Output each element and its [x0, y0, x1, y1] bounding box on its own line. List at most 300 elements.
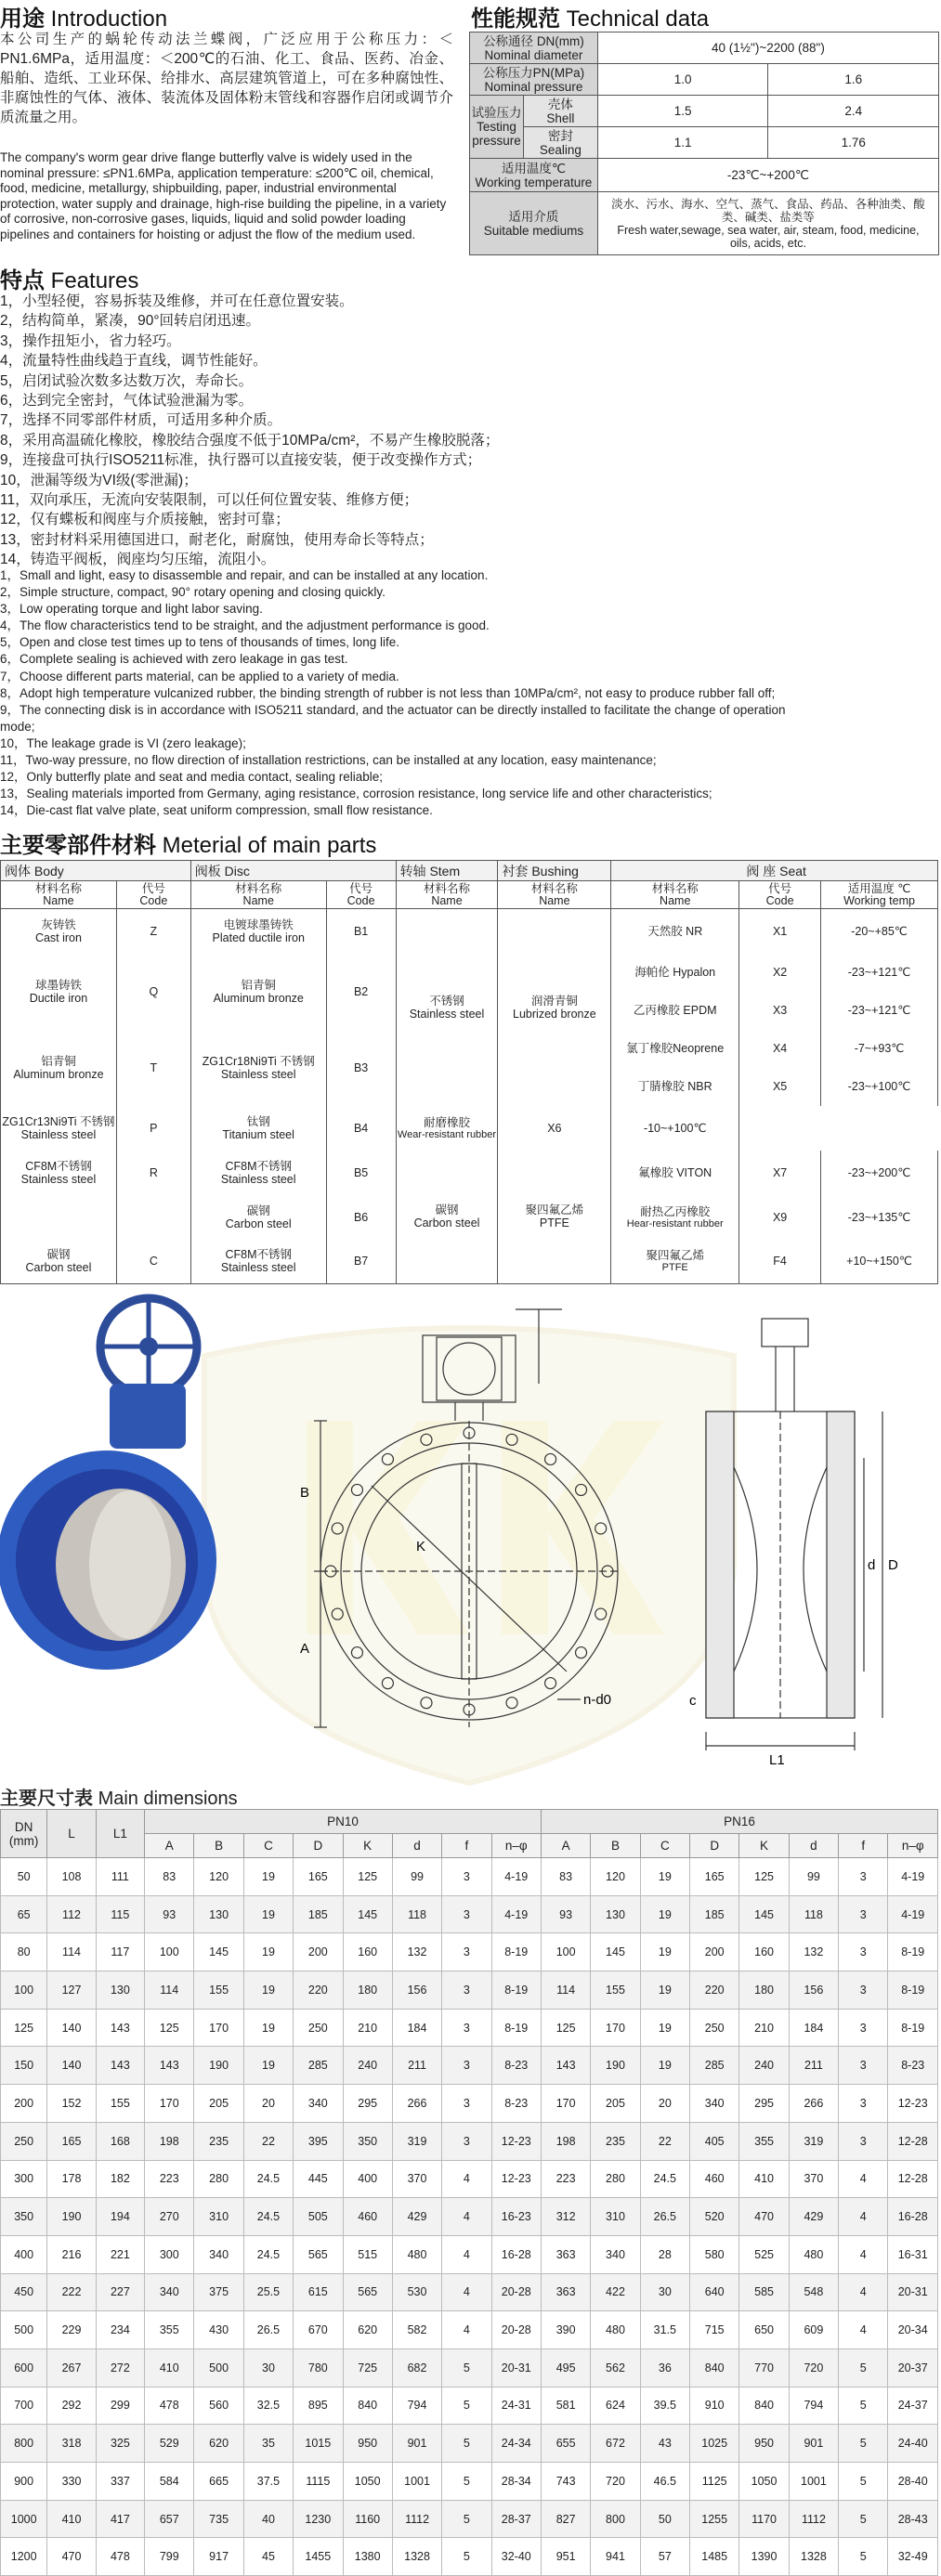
dim-cell: 4-19: [888, 1895, 938, 1933]
dim-row: [1, 1858, 938, 1896]
dim-cell: 12-28: [888, 2122, 938, 2160]
seat-material-name: 氟橡胶 VITON: [611, 1151, 739, 1195]
dim-cell: 205: [591, 2085, 640, 2123]
feature-item-cn: 10，泄漏等级为VI级(零泄漏)；: [0, 472, 198, 488]
feature-item-en: 14，Die-cast flat valve plate, seat uniform compression, small flow resistance.: [0, 803, 433, 818]
dim-cell: 565: [343, 2273, 392, 2311]
dim-cell: 340: [194, 2235, 243, 2273]
dim-cell: 500: [1, 2311, 47, 2349]
seat-material-code: X6: [498, 1106, 611, 1151]
seat-working-temp: -23~+135℃: [821, 1195, 938, 1240]
feature-item-cn: 9，连接盘可执行ISO5211标准，执行器可以直接安装，便于改变操作方式；: [0, 452, 482, 469]
dim-cell: 12-23: [491, 2160, 541, 2198]
features-cn-list: [0, 292, 499, 570]
dim-cell: 20-34: [888, 2311, 938, 2349]
dim-cell: 152: [47, 2085, 96, 2123]
dim-cell: 363: [541, 2273, 590, 2311]
dim-cell: 3: [442, 1971, 491, 2010]
dim-row: [1, 2500, 938, 2538]
dim-cell: 200: [690, 1933, 739, 1971]
disc-material-name: 碳钢 Carbon steel: [190, 1195, 326, 1240]
feature-item-en: 6，Complete sealing is achieved with zero leakage in gas test.: [0, 652, 348, 667]
dim-cell: 211: [789, 2047, 838, 2085]
dim-cell: 917: [194, 2538, 243, 2576]
dim-cell: 222: [47, 2273, 96, 2311]
dim-cell: 1255: [690, 2500, 739, 2538]
perf-title: 性能规范 Technical data: [471, 7, 710, 32]
dim-cell: 4: [839, 2273, 888, 2311]
dim-cell: 20: [640, 2085, 689, 2123]
dim-cell: 118: [392, 1895, 441, 1933]
dim-label-a: A: [300, 1641, 310, 1657]
dim-col-header: K: [343, 1834, 392, 1858]
dim-cell: 250: [294, 2009, 343, 2047]
seat-material-name: 耐热乙丙橡胶 Hear-resistant rubber: [611, 1195, 739, 1240]
dim-cell: 1125: [690, 2463, 739, 2501]
dim-cell: 234: [96, 2311, 144, 2349]
dim-cell: 211: [392, 2047, 441, 2085]
dim-row: [1, 2311, 938, 2349]
dim-cell: 300: [1, 2160, 47, 2198]
disc-material-name: ZG1Cr18Ni9Ti 不锈钢 Stainless steel: [190, 1030, 326, 1106]
seat-working-temp: -23~+100℃: [821, 1068, 938, 1106]
dim-cell: 26.5: [640, 2198, 689, 2236]
seat-working-temp: -23~+121℃: [821, 992, 938, 1030]
dim-cell: 180: [739, 1971, 789, 2010]
dim-cell: 112: [47, 1895, 96, 1933]
dim-cell: 720: [789, 2348, 838, 2387]
body-material-name: CF8M不锈钢 Stainless steel: [1, 1151, 117, 1195]
feature-item-en: 1，Small and light, easy to disassemble and repair, and can be installed at any location.: [0, 568, 489, 582]
dim-cell: 3: [442, 2085, 491, 2123]
valve-illustration: [0, 1281, 941, 1783]
feature-item-cn: 3，操作扭矩小，省力轻巧。: [0, 332, 181, 349]
dim-cell: 417: [96, 2500, 144, 2538]
dim-cell: 5: [839, 2348, 888, 2387]
dim-cell: 130: [96, 1971, 144, 2010]
body-material-code: Q: [116, 954, 190, 1030]
dim-cell: 266: [392, 2085, 441, 2123]
dim-cell: 950: [343, 2425, 392, 2463]
seat-working-temp: -20~+85℃: [821, 909, 938, 954]
dim-cell: 609: [789, 2311, 838, 2349]
dim-cell: 395: [294, 2122, 343, 2160]
dim-row: [1, 2273, 938, 2311]
dim-cell: 24.5: [243, 2160, 293, 2198]
dim-cell: 200: [1, 2085, 47, 2123]
dim-cell: 24-31: [491, 2387, 541, 2425]
dim-cell: 1050: [343, 2463, 392, 2501]
dim-col-header: d: [789, 1834, 838, 1858]
dim-col-header: K: [739, 1834, 789, 1858]
disc-material-name: CF8M不锈钢 Stainless steel: [190, 1151, 326, 1195]
feature-item-cn: 7，选择不同零部件材质，可适用多种介质。: [0, 412, 282, 429]
seat-material-name: 天然胶 NR: [611, 909, 739, 954]
dim-cell: 8-19: [491, 1971, 541, 2010]
dim-cell: 951: [541, 2538, 590, 2576]
dim-cell: 445: [294, 2160, 343, 2198]
dim-cell: 3: [839, 1933, 888, 1971]
dim-cell: 125: [343, 1858, 392, 1896]
dim-cell: 272: [96, 2348, 144, 2387]
seat-working-temp: -10~+100℃: [611, 1106, 739, 1151]
dim-cell: 548: [789, 2273, 838, 2311]
dim-col-header: D: [294, 1834, 343, 1858]
dim-cell: 505: [294, 2198, 343, 2236]
dim-cell: 83: [541, 1858, 590, 1896]
dim-cell: 620: [194, 2425, 243, 2463]
dim-cell: 65: [1, 1895, 47, 1933]
dim-cell: 5: [442, 2387, 491, 2425]
dim-cell: 299: [96, 2387, 144, 2425]
dim-cell: 24-40: [888, 2425, 938, 2463]
seat-material-name: 乙丙橡胶 EPDM: [611, 992, 739, 1030]
dim-cell: 155: [96, 2085, 144, 2123]
dim-cell: 267: [47, 2348, 96, 2387]
dim-cell: 130: [591, 1895, 640, 1933]
dim-cell: 4: [442, 2160, 491, 2198]
feature-item-cn: 8，采用高温硫化橡胶，橡胶结合强度不低于10MPa/cm²，不易产生橡胶脱落；: [0, 432, 500, 449]
dim-cell: 125: [145, 2009, 194, 2047]
feature-item-en: 4，The flow characteristics tend to be straight, and the adjustment performance is good.: [0, 618, 490, 633]
dim-cell: 24.5: [243, 2198, 293, 2236]
dim-cell: 525: [739, 2235, 789, 2273]
feature-item-en: 11，Two-way pressure, no flow direction of installation restrictions, can be installed at any location, easy maintenance;: [0, 753, 657, 768]
dim-cell: 5: [442, 2500, 491, 2538]
material-row: [1, 1151, 938, 1195]
dim-row: [1, 1895, 938, 1933]
feature-item-cn: 11，双向承压，无流向安装限制，可以任何位置安装、维修方便；: [0, 492, 419, 509]
dim-cell: 657: [145, 2500, 194, 2538]
dim-cell: 168: [96, 2122, 144, 2160]
dim-cell: 220: [690, 1971, 739, 2010]
dim-cell: 99: [392, 1858, 441, 1896]
dim-row: [1, 2198, 938, 2236]
dim-cell: 143: [96, 2047, 144, 2085]
dim-cell: 19: [243, 1858, 293, 1896]
dim-cell: 600: [1, 2348, 47, 2387]
dim-cell: 19: [640, 2009, 689, 2047]
dim-cell: 318: [47, 2425, 96, 2463]
dim-cell: 19: [640, 1858, 689, 1896]
dim-cell: 8-19: [888, 1971, 938, 2010]
feature-item-cn: 13，密封材料采用德国进口，耐老化，耐腐蚀，使用寿命长等特点；: [0, 531, 434, 548]
dim-cell: 19: [640, 1971, 689, 2010]
dim-cell: 1001: [789, 2463, 838, 2501]
dim-row: [1, 2348, 938, 2387]
dim-cell: 584: [145, 2463, 194, 2501]
dim-label-k: K: [416, 1539, 426, 1555]
dim-cell: 280: [194, 2160, 243, 2198]
dim-cell: 132: [789, 1933, 838, 1971]
dim-cell: 145: [194, 1933, 243, 1971]
dim-cell: 240: [739, 2047, 789, 2085]
dim-label-c: c: [689, 1693, 697, 1709]
dim-cell: 4: [839, 2198, 888, 2236]
dim-cell: 470: [739, 2198, 789, 2236]
dim-cell: 150: [1, 2047, 47, 2085]
dim-cell: 16-28: [491, 2235, 541, 2273]
dim-cell: 20-37: [888, 2348, 938, 2387]
dim-row: [1, 2538, 938, 2576]
dim-cell: 8-19: [491, 2009, 541, 2047]
dim-cell: 370: [789, 2160, 838, 2198]
dim-cell: 375: [194, 2273, 243, 2311]
dim-cell: 31.5: [640, 2311, 689, 2349]
disc-material-code: B3: [326, 1030, 396, 1106]
dim-cell: 145: [343, 1895, 392, 1933]
dim-cell: 410: [739, 2160, 789, 2198]
dim-label-d-upper: D: [888, 1557, 898, 1573]
dim-cell: 800: [591, 2500, 640, 2538]
feature-item-en: 8，Adopt high temperature vulcanized rubber, the binding strength of rubber is not less than 10MPa/cm², not easy to produce rubber fall off;: [0, 685, 776, 700]
dim-cell: 319: [789, 2122, 838, 2160]
dim-cell: 250: [1, 2122, 47, 2160]
dim-cell: 270: [145, 2198, 194, 2236]
dim-cell: 205: [194, 2085, 243, 2123]
dim-cell: 478: [145, 2387, 194, 2425]
dim-cell: 665: [194, 2463, 243, 2501]
dim-cell: 624: [591, 2387, 640, 2425]
dim-cell: 20-28: [491, 2273, 541, 2311]
dim-cell: 227: [96, 2273, 144, 2311]
dim-cell: 24.5: [243, 2235, 293, 2273]
dim-cell: 325: [96, 2425, 144, 2463]
dim-cell: 295: [739, 2085, 789, 2123]
dim-cell: 178: [47, 2160, 96, 2198]
dim-col-header: d: [392, 1834, 441, 1858]
dim-cell: 19: [640, 1933, 689, 1971]
dim-cell: 1025: [690, 2425, 739, 2463]
dim-cell: 24-37: [888, 2387, 938, 2425]
disc-material-name: CF8M不锈钢 Stainless steel: [190, 1240, 326, 1284]
dim-cell: 355: [145, 2311, 194, 2349]
seat-material-code: X4: [739, 1030, 821, 1068]
dim-cell: 1115: [294, 2463, 343, 2501]
dim-cell: 3: [839, 2122, 888, 2160]
dim-cell: 1455: [294, 2538, 343, 2576]
body-material-code: P: [116, 1106, 190, 1151]
intro-text-en: The company's worm gear drive flange butterfly valve is widely used in the nominal pressure: ≤PN1.6MPa, application temperature: ≤200℃ oil, chemical, food, medicine, metallurgy, shipbuilding, paper, industrial environmental protection, water supply and drainage, high-rise building the pipeline, in a variety of corrosive, non-corrosive gases, liquids, liquid and solid powder loading pipelines and containers for hoisting or adjust the flow of the medium used.: [0, 150, 447, 241]
dim-cell: 901: [392, 2425, 441, 2463]
dim-cell: 229: [47, 2311, 96, 2349]
dim-cell: 4: [442, 2235, 491, 2273]
dim-cell: 565: [294, 2235, 343, 2273]
dim-cell: 46.5: [640, 2463, 689, 2501]
dim-cell: 19: [243, 1933, 293, 1971]
dim-cell: 5: [839, 2425, 888, 2463]
dim-cell: 770: [739, 2348, 789, 2387]
dim-cell: 100: [1, 1971, 47, 2010]
dim-cell: 715: [690, 2311, 739, 2349]
feature-item-cn: 4，流量特性曲线趋于直线，调节性能好。: [0, 353, 268, 370]
dim-cell: 12-23: [491, 2122, 541, 2160]
dim-cell: 1001: [392, 2463, 441, 2501]
dim-cell: 235: [591, 2122, 640, 2160]
feature-item-cn: 12，仅有蝶板和阀座与介质接触，密封可靠；: [0, 512, 290, 528]
dim-cell: 560: [194, 2387, 243, 2425]
dim-cell: 20-31: [491, 2348, 541, 2387]
dim-cell: 1380: [343, 2538, 392, 2576]
dim-cell: 4-19: [491, 1895, 541, 1933]
dim-cell: 280: [591, 2160, 640, 2198]
dim-cell: 480: [789, 2235, 838, 2273]
dim-cell: 292: [47, 2387, 96, 2425]
dim-cell: 170: [591, 2009, 640, 2047]
disc-material-name: 钛钢 Titanium steel: [190, 1106, 326, 1151]
dim-cell: 840: [690, 2348, 739, 2387]
dim-cell: 799: [145, 2538, 194, 2576]
dim-cell: 114: [47, 1933, 96, 1971]
feature-item-cn: 5，启闭试验次数多达数万次，寿命长。: [0, 372, 254, 389]
dim-cell: 8-23: [491, 2047, 541, 2085]
dim-cell: 840: [343, 2387, 392, 2425]
dim-cell: 3: [839, 1895, 888, 1933]
material-row: [1, 1106, 938, 1151]
dim-cell: 8-19: [491, 1933, 541, 1971]
dim-cell: 170: [541, 2085, 590, 2123]
seat-material-code: X9: [739, 1195, 821, 1240]
dim-cell: 140: [47, 2009, 96, 2047]
dim-cell: 5: [442, 2348, 491, 2387]
body-material-code: Z: [116, 909, 190, 954]
dim-cell: 184: [392, 2009, 441, 2047]
dim-cell: 460: [343, 2198, 392, 2236]
dim-cell: 155: [194, 1971, 243, 2010]
dim-col-header: A: [541, 1834, 590, 1858]
dim-cell: 330: [47, 2463, 96, 2501]
dim-cell: 4: [442, 2198, 491, 2236]
dim-cell: 430: [194, 2311, 243, 2349]
dim-cell: 350: [343, 2122, 392, 2160]
dim-cell: 650: [739, 2311, 789, 2349]
dim-cell: 700: [1, 2387, 47, 2425]
dim-cell: 194: [96, 2198, 144, 2236]
dim-cell: 210: [343, 2009, 392, 2047]
dim-cell: 125: [739, 1858, 789, 1896]
dim-cell: 132: [392, 1933, 441, 1971]
dim-cell: 4: [442, 2273, 491, 2311]
seat-working-temp: -7~+93℃: [821, 1030, 938, 1068]
dim-row: [1, 1971, 938, 2010]
dim-cell: 93: [145, 1895, 194, 1933]
dim-row: [1, 2425, 938, 2463]
dim-cell: 50: [640, 2500, 689, 2538]
dim-cell: 198: [541, 2122, 590, 2160]
body-material-code: C: [116, 1240, 190, 1284]
dim-cell: 12-23: [888, 2085, 938, 2123]
dim-cell: 500: [194, 2348, 243, 2387]
dim-cell: 515: [343, 2235, 392, 2273]
dim-cell: 8-19: [888, 2009, 938, 2047]
dim-cell: 19: [243, 2047, 293, 2085]
feature-item-en: 13，Sealing materials imported from Germany, aging resistance, corrosion resistance, long service life and other characteristics;: [0, 787, 712, 801]
dim-cell: 581: [541, 2387, 590, 2425]
dim-cell: 794: [789, 2387, 838, 2425]
dim-cell: 1160: [343, 2500, 392, 2538]
disc-material-code: B1: [326, 909, 396, 954]
dim-cell: 24.5: [640, 2160, 689, 2198]
dim-cell: 16-31: [888, 2235, 938, 2273]
dim-cell: 350: [1, 2198, 47, 2236]
dim-cell: 120: [591, 1858, 640, 1896]
seat-material-code: X7: [739, 1151, 821, 1195]
dim-cell: 3: [442, 1933, 491, 1971]
dim-cell: 145: [591, 1933, 640, 1971]
dim-cell: 170: [194, 2009, 243, 2047]
dim-col-header: B: [591, 1834, 640, 1858]
dim-cell: 30: [243, 2348, 293, 2387]
dim-cell: 340: [294, 2085, 343, 2123]
disc-material-code: B6: [326, 1195, 396, 1240]
dim-cell: 100: [145, 1933, 194, 1971]
dim-cell: 901: [789, 2425, 838, 2463]
dim-cell: 640: [690, 2273, 739, 2311]
stem-material: 碳钢 Carbon steel: [396, 1151, 498, 1284]
dim-cell: 28-43: [888, 2500, 938, 2538]
materials-title: 主要零部件材料 Meterial of main parts: [0, 833, 377, 858]
bushing-material: 聚四氟乙烯 PTFE: [498, 1151, 611, 1284]
seat-material-code: X3: [739, 992, 821, 1030]
dim-cell: 3: [839, 1971, 888, 2010]
seat-material-code: X1: [739, 909, 821, 954]
dim-cell: 120: [194, 1858, 243, 1896]
dim-cell: 337: [96, 2463, 144, 2501]
dim-cell: 682: [392, 2348, 441, 2387]
dim-cell: 28-40: [888, 2463, 938, 2501]
dim-cell: 655: [541, 2425, 590, 2463]
dim-cell: 300: [145, 2235, 194, 2273]
disc-material-code: B2: [326, 954, 396, 1030]
dim-cell: 3: [442, 1895, 491, 1933]
dim-cell: 319: [392, 2122, 441, 2160]
dim-cell: 185: [294, 1895, 343, 1933]
dim-row: [1, 2235, 938, 2273]
dim-cell: 480: [591, 2311, 640, 2349]
dim-cell: 285: [690, 2047, 739, 2085]
feature-item-cn: 1，小型轻便，容易拆装及维修，并可在任意位置安装。: [0, 293, 354, 309]
dim-cell: 35: [243, 2425, 293, 2463]
dim-cell: 422: [591, 2273, 640, 2311]
dim-cell: 429: [789, 2198, 838, 2236]
dim-cell: 355: [739, 2122, 789, 2160]
dim-cell: 93: [541, 1895, 590, 1933]
dim-cell: 210: [739, 2009, 789, 2047]
dim-cell: 5: [442, 2463, 491, 2501]
dim-cell: 4: [839, 2311, 888, 2349]
dim-cell: 32.5: [243, 2387, 293, 2425]
dim-cell: 108: [47, 1858, 96, 1896]
dim-cell: 32-49: [888, 2538, 938, 2576]
dim-cell: 83: [145, 1858, 194, 1896]
dim-cell: 182: [96, 2160, 144, 2198]
dim-cell: 1170: [739, 2500, 789, 2538]
seat-material-code: X5: [739, 1068, 821, 1106]
dim-cell: 530: [392, 2273, 441, 2311]
dim-cell: 145: [739, 1895, 789, 1933]
dim-cell: 295: [343, 2085, 392, 2123]
body-material-code: T: [116, 1030, 190, 1106]
dim-cell: 429: [392, 2198, 441, 2236]
dim-cell: 895: [294, 2387, 343, 2425]
dim-row: [1, 1933, 938, 1971]
dim-cell: 16-23: [491, 2198, 541, 2236]
dim-row: [1, 2047, 938, 2085]
perf-table: 公称通径 DN(mm) Nominal diameter 40 (1½")~2200 (88") 公称压力PN(MPa) Nominal pressure 1.0 1.6 试验压力 Testing pressure 壳体 Shell 1.5 2.4 密封 Sealing 1.1 1.76 适用温度℃ Working temperature -23℃~+200℃ 适用介质 Suitable mediums 淡水、污水、海水、空气、蒸气、食品、药品、各种油类、酸类、碱类、盐类等 Fresh water,sewage, sea water, air, steam, food, medicine, oils, acids, etc.: [469, 32, 939, 255]
body-material-name: 球墨铸铁 Ductile iron: [1, 954, 117, 1030]
dim-cell: 410: [47, 2500, 96, 2538]
dim-cell: 57: [640, 2538, 689, 2576]
